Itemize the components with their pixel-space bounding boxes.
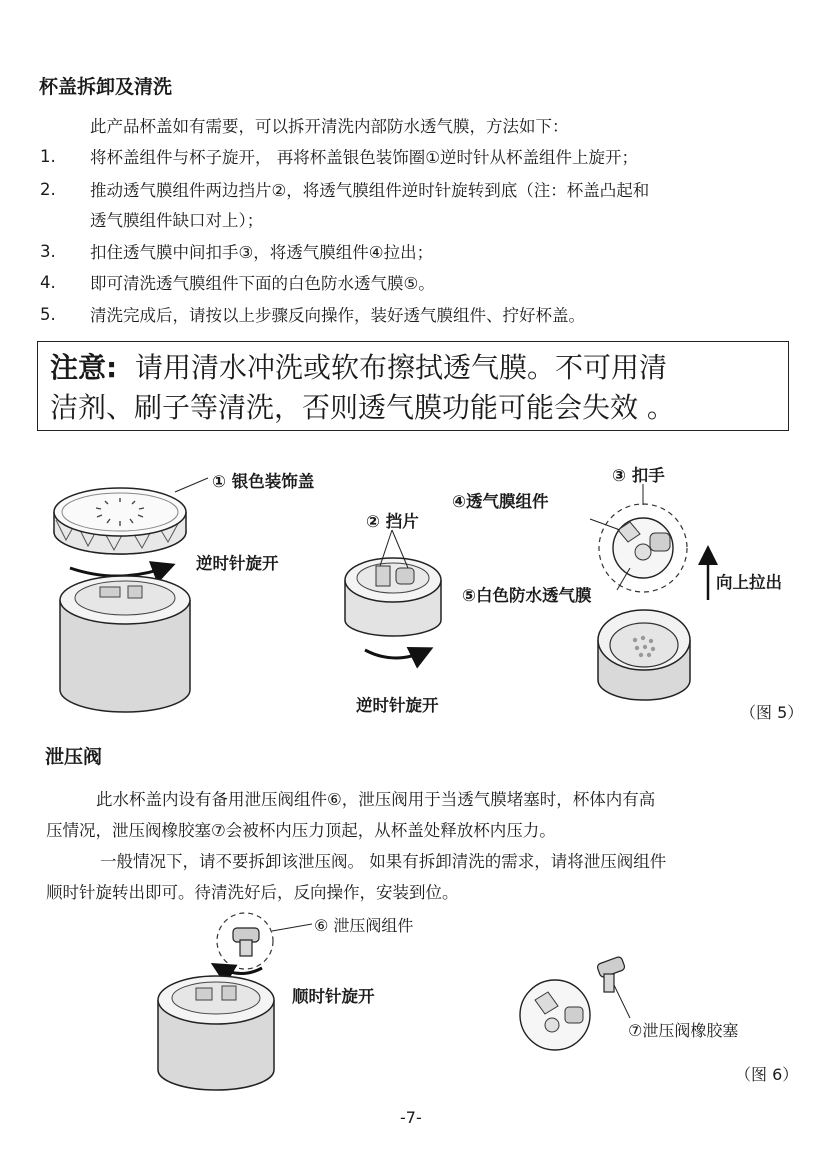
- label-white-membrane: ⑤白色防水透气膜: [462, 586, 592, 605]
- figure-5-caption: （图 5）: [740, 703, 804, 722]
- label-silver-ring: ① 银色装饰盖: [212, 472, 315, 491]
- step-1-text: 将杯盖组件与杯子旋开， 再将杯盖银色装饰圈①逆时针从杯盖组件上旋开；: [90, 148, 639, 167]
- section-title-relief-valve: 泄压阀: [45, 746, 103, 768]
- warning-text-1: 请用清水冲洗或软布擦拭透气膜。不可用清: [135, 351, 668, 384]
- valve-para1-line2: 压情况，泄压阀橡胶塞⑦会被杯内压力顶起，从杯盖处释放杯内压力。: [46, 821, 556, 840]
- label-pull-up: 向上拉出: [716, 573, 782, 592]
- silver-ring-lid-drawing: [54, 478, 208, 554]
- figure-6-caption: （图 6）: [735, 1065, 799, 1084]
- label-ccw-rotate-2: 逆时针旋开: [356, 696, 439, 715]
- section-title-lid-cleaning: 杯盖拆卸及清洗: [39, 76, 173, 98]
- page-number: -7-: [400, 1108, 422, 1127]
- cup-right-drawing: [598, 610, 690, 700]
- label-valve-assembly: ⑥ 泄压阀组件: [314, 916, 414, 935]
- step-number: 3.: [40, 242, 56, 261]
- step-number: 2.: [40, 180, 56, 199]
- membrane-assembly-drawing: [590, 484, 687, 592]
- cup-base-left-drawing: [60, 576, 190, 712]
- intro-text: 此产品杯盖如有需要，可以拆开清洗内部防水透气膜，方法如下：: [90, 117, 569, 136]
- step-3-text: 扣住透气膜中间扣手③，将透气膜组件④拉出；: [90, 243, 434, 262]
- step-2-text-line1: 推动透气膜组件两边挡片②，将透气膜组件逆时针旋转到底（注：杯盖凸起和: [90, 181, 650, 200]
- label-clockwise-rotate: 顺时针旋开: [292, 987, 375, 1006]
- warning-label: 注意:: [50, 351, 118, 384]
- warning-text-2: 洁剂、刷子等清洗，否则透气膜功能可能会失效 。: [50, 391, 675, 424]
- step-5-text: 清洗完成后，请按以上步骤反向操作，装好透气膜组件、拧好杯盖。: [90, 306, 585, 325]
- label-rubber-plug: ⑦泄压阀橡胶塞: [628, 1021, 739, 1040]
- step-4-text: 即可清洗透气膜组件下面的白色防水透气膜⑤。: [90, 274, 435, 293]
- label-membrane-assembly: ④透气膜组件: [452, 492, 549, 511]
- label-handle: ③ 扣手: [612, 466, 665, 485]
- step-number: 5.: [40, 305, 56, 324]
- step-2-text-line2: 透气膜组件缺口对上）；: [90, 211, 264, 230]
- ccw-arrow-2: [365, 650, 428, 658]
- step-number: 1.: [40, 147, 56, 166]
- middle-lid-drawing: [345, 530, 441, 636]
- valve-para2-line1: 一般情况下，请不要拆卸该泄压阀。 如果有拆卸清洗的需求，请将泄压阀组件: [100, 852, 667, 871]
- label-ccw-rotate-1: 逆时针旋开: [196, 554, 279, 573]
- ccw-arrow-1: [70, 566, 170, 576]
- label-tab: ② 挡片: [366, 512, 419, 531]
- valve-para2-line2: 顺时针旋转出即可。待清洗好后，反向操作，安装到位。: [46, 883, 459, 902]
- step-number: 4.: [40, 273, 56, 292]
- figure-6-illustration: [158, 913, 630, 1090]
- valve-para1-line1: 此水杯盖内设有备用泄压阀组件⑥，泄压阀用于当透气膜堵塞时，杯体内有高: [96, 790, 656, 809]
